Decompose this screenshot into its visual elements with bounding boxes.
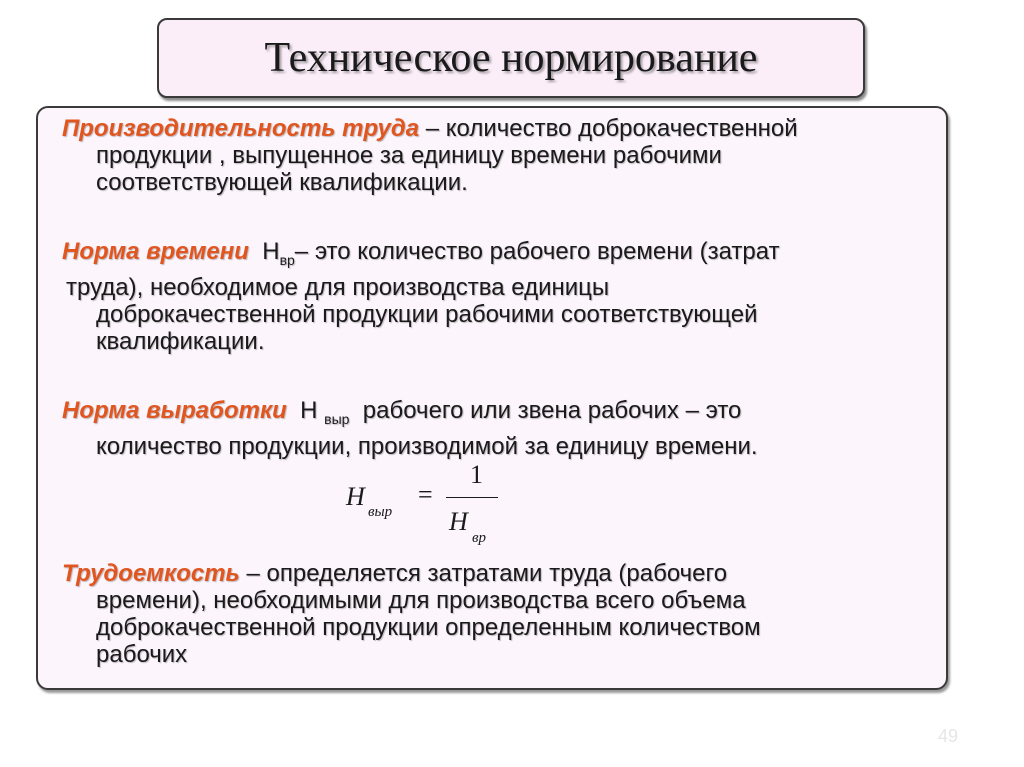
definition-text: рабочего или звена рабочих – это [362, 397, 742, 424]
formula-lhs-subscript: выр [368, 504, 393, 520]
formula-lhs: H [346, 482, 365, 511]
definition-term: Норма времени [62, 238, 249, 265]
norm-symbol: Н [262, 238, 280, 265]
definition-line: количество продукции, производимой за единицу времени. [96, 433, 758, 460]
definition-line: труда), необходимое для производства единицы [66, 274, 610, 301]
definition-line: соответствующей квалификации. [96, 169, 468, 196]
formula-numerator: 1 [470, 460, 483, 489]
title-box [157, 18, 865, 98]
definition-line: квалификации. [96, 328, 265, 355]
slide-title: Техническое нормирование [264, 35, 758, 81]
definition-line [62, 238, 780, 274]
definition-line: времени), необходимыми для производства всего объема [96, 587, 746, 614]
definition-line: рабочих [96, 641, 188, 668]
slide-number: 49 [938, 726, 959, 746]
formula-denominator: H [449, 507, 468, 536]
definition-labor-intensity [62, 560, 761, 668]
definition-text: – определяется затратами труда (рабочего [239, 560, 728, 587]
definition-text: – количество доброкачественной [419, 115, 798, 142]
definition-line: доброкачественной продукции определенным количеством [96, 614, 761, 641]
output-norm-formula [346, 460, 506, 550]
norm-symbol-subscript: вр [279, 252, 295, 268]
definition-productivity [62, 115, 798, 196]
formula-equals: = [418, 480, 433, 509]
definition-term: Производительность труда [62, 115, 420, 142]
norm-symbol-subscript: выр [324, 411, 350, 427]
definition-line [62, 115, 798, 142]
definition-line [62, 560, 761, 587]
definition-line: доброкачественной продукции рабочими соответствующей [96, 301, 758, 328]
fraction-bar [446, 497, 498, 498]
definition-line: продукции , выпущенное за единицу времени рабочими [96, 142, 722, 169]
definition-term: Норма выработки [62, 397, 287, 424]
definition-text: – это количество рабочего времени (затрат [294, 238, 780, 265]
formula-denominator-subscript: вр [472, 530, 487, 546]
norm-symbol: Н [300, 397, 318, 424]
definition-output-norm [62, 397, 758, 460]
definition-line [62, 397, 758, 433]
definition-time-norm [62, 238, 780, 355]
definition-term: Трудоемкость [62, 560, 240, 587]
